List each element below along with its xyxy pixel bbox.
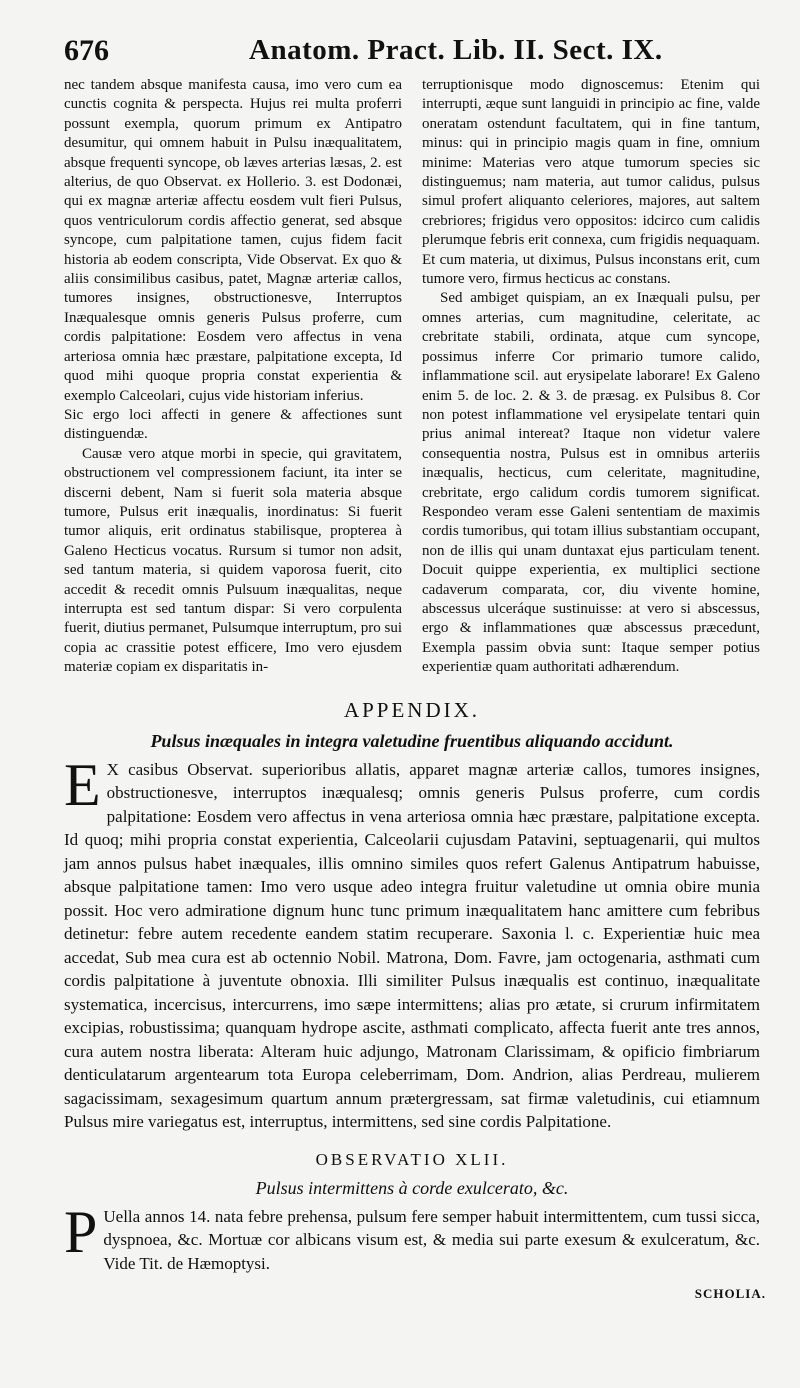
observation-title: OBSERVATIO XLII. (315, 1149, 509, 1169)
appendix-title: APPENDIX. (343, 697, 481, 722)
right-column (422, 76, 760, 678)
observation-dropcap: P (64, 1198, 98, 1265)
appendix-body (64, 751, 760, 1134)
observation-body (64, 1198, 760, 1276)
left-column (64, 76, 402, 678)
right-paragraph: terruptionisque modo dignoscemus: Etenim qui interrupti, æque sunt languidi in principio ac fine, valde oneratam ostendunt facultatem, qui in fine tantum, minus: qui in principio magis quam in fine, omnium minime: Materias vero atque tumorum species sic distinguemus; nam materia, aut tumor calidus, pulsus simul profert aliquanto celeriores, majores, aut saltem crebriores; frigidus vero oppositos: idcirco cum calidis plerumque febris erit connexa, cum frigidis nequaquam. Et cum materia, ut diximus, Pulsus inconstans erit, cum tumore vero, firmus hecticus ac constans. (422, 77, 760, 288)
page-number: 676 (64, 34, 109, 67)
right-paragraph: Sed ambiget quispiam, an ex Inæquali pulsu, per omnes arterias, cum magnitudine, celeritate, ac crebritate stabili, ordinata, atque cum syncope, possimus inferre Cor primario tumore calido, inflammatione scil. aut erysipelate laborare! Ex Galeno enim 5. de loc. 2. & 3. de præsag. ex Pulsibus 8. Cor non potest inflammatione vel erysipelate tentari quin prius animal intereat? Itaque non videtur valere consequentia nostra, Pulsus est in omnibus arteriis inæqualis, hecticus, cum celeritate, magnitudine, crebritate, ergo calidum cordis tumorem significat. Respondeo veram esse Galeni sententiam de maximis cordis tumoribus, qui totam illius substantiam occupant, non de illis qui unam duntaxat ejus particulam tenent. Docuit quippe experientia, ex multiplici sectione cadaverum comparata, cor, diu vivente homine, abscessus ulceráque sustinuisse: at vero si abscessus, ergo & inflammationes quæ abscessus præcedunt, Exempla passim obvia sunt: Itaque semper potius experientiæ quam authoritati adhærendum. (422, 290, 760, 676)
left-paragraph: Sic ergo loci affecti in genere & affectiones sunt distinguendæ. (64, 406, 402, 443)
left-paragraph: nec tandem absque manifesta causa, imo vero cum ea cunctis cognita & perspecta. Hujus rei multa proferri possunt exempla, quorum primum ex Antipatro desumitur, qui omnem habuit in Pulsu inæqualitatem, absque frequenti syncope, ob læves arterias læsas, 2. est alterius, de quo Observat. ex Hollerio. 3. est Dodonæi, qui ex magnæ arteriæ affectu eosdem vult fieri Pulsus, quos ventriculorum cordis affectio generat, sed absque syncope, cum palpitatione tamen, cujus fidem facit historia ab eodem conscripta, Vide Observat. Ex quo & aliis consimilibus casibus, patet, Magnæ arteriæ callos, tumores insignes, obstructionesve, Interruptos Inæqualesque omnis generis Pulsus proferre, cum cordis palpitatione: Eosdem vero affectus in vena arteriosa omnia hæc præstare, palpitatione excepta, Id quod mihi quoque propria constat experientia & exemplo Calceolari, cujus vide historiam inferius. (64, 77, 402, 404)
left-paragraph: Causæ vero atque morbi in specie, qui gravitatem, obstructionem vel compressionem faciunt, ita inter se discerni debent, Nam si fuerit sola materia absque tumore, Pulsus erit inæqualis, inordinatus: Si fuerit tumor aliquis, erit ordinatus stabilisque, propterea à Galeno Hecticus vocatus. Rursum si tumor non adsit, sed tantum materia, si quidem vaporosa fuerit, cito accedit & recedit omnis Pulsuum inæqualitas, neque interrupta est sed tantum dispar: Si vero corpulenta fuerit, diutius permanet, Pulsumque interruptum, pro sui copia ac crassitie potest efficere, Imo vero ejusdem materiæ copiam ex disparitatis in- (64, 445, 402, 676)
appendix-dropcap: E (64, 751, 101, 818)
appendix-text: X casibus Observat. superioribus allatis, apparet magnæ arteriæ callos, tumores insignes, obstructionesve, interruptos inæqualesq; omnis generis Pulsus proferre, cum cordis palpitatione: Eosdem vero affectus in vena arteriosa omnia hæc præstare, palpitatione excepta. Id quoq; mihi propria constat experientia, Calceolarii cujusdam Patavini, septuagenarii, qui multos jam annos pulsus habet inæquales, illis omnino similes quos refert Galenus Antipatrum habuisse, absque palpitatione tamen: Imo vero usque adeo integra fruitur valetudine ut omnia obire munia possit. Hoc vero admiratione dignum hunc tunc primum inæqualitatem hanc amittere cum febribus detinetur: febre autem recedente eandem statim recuperare. Saxonia l. c. Experientiæ huic mea accedat, Sub mea cura est ab octennio Nobil. Matrona, Dom. Favre, jam octogenaria, asthmati cum cordis palpitatione à juventute obnoxia. Illi similiter Pulsus inæqualis est continuo, inæqualitate systematica, incercisus, intercurrens, imo sæpe intermittens; alias pro ætate, si crurum infirmitatem excipias, robustissima; quanquam hydrope ascite, asthmati complicato, affecta fuerit ante tres annos, cura autem nostra liberata: Alteram huic adjungo, Matronam Clarissimam, & opificio fimbriarum denticulatarum argentearum tota Europa celeberrimam, Dom. Andrion, alias Perdreau, mulierem sagacissimam, sexagesimum quartum annum prætergressam, sat firmæ valetudinis, cui etiamnum Pulsus mire variegatus est, interruptus, intermittens, sed sine cordis Palpitatione. (64, 759, 760, 1132)
observation-subtitle: Pulsus intermittens à corde exulcerato, &c. (255, 1177, 569, 1198)
running-head: Anatom. Pract. Lib. II. Sect. IX. (249, 34, 663, 66)
two-column-text (64, 76, 760, 678)
observation-text: Uella annos 14. nata febre prehensa, pulsum fere semper habuit intermittentem, cum tussi sicca, dyspnoea, &c. Mortuæ cor albicans visum est, & media sui parte exesum & exulceratum, &c. Vide Tit. de Hæmoptysi. (103, 1206, 760, 1273)
page-header (64, 34, 760, 74)
appendix-subtitle: Pulsus inæquales in integra valetudine fruentibus aliquando accidunt. (150, 730, 674, 751)
catchword: SCHOLIA. (694, 1286, 766, 1301)
